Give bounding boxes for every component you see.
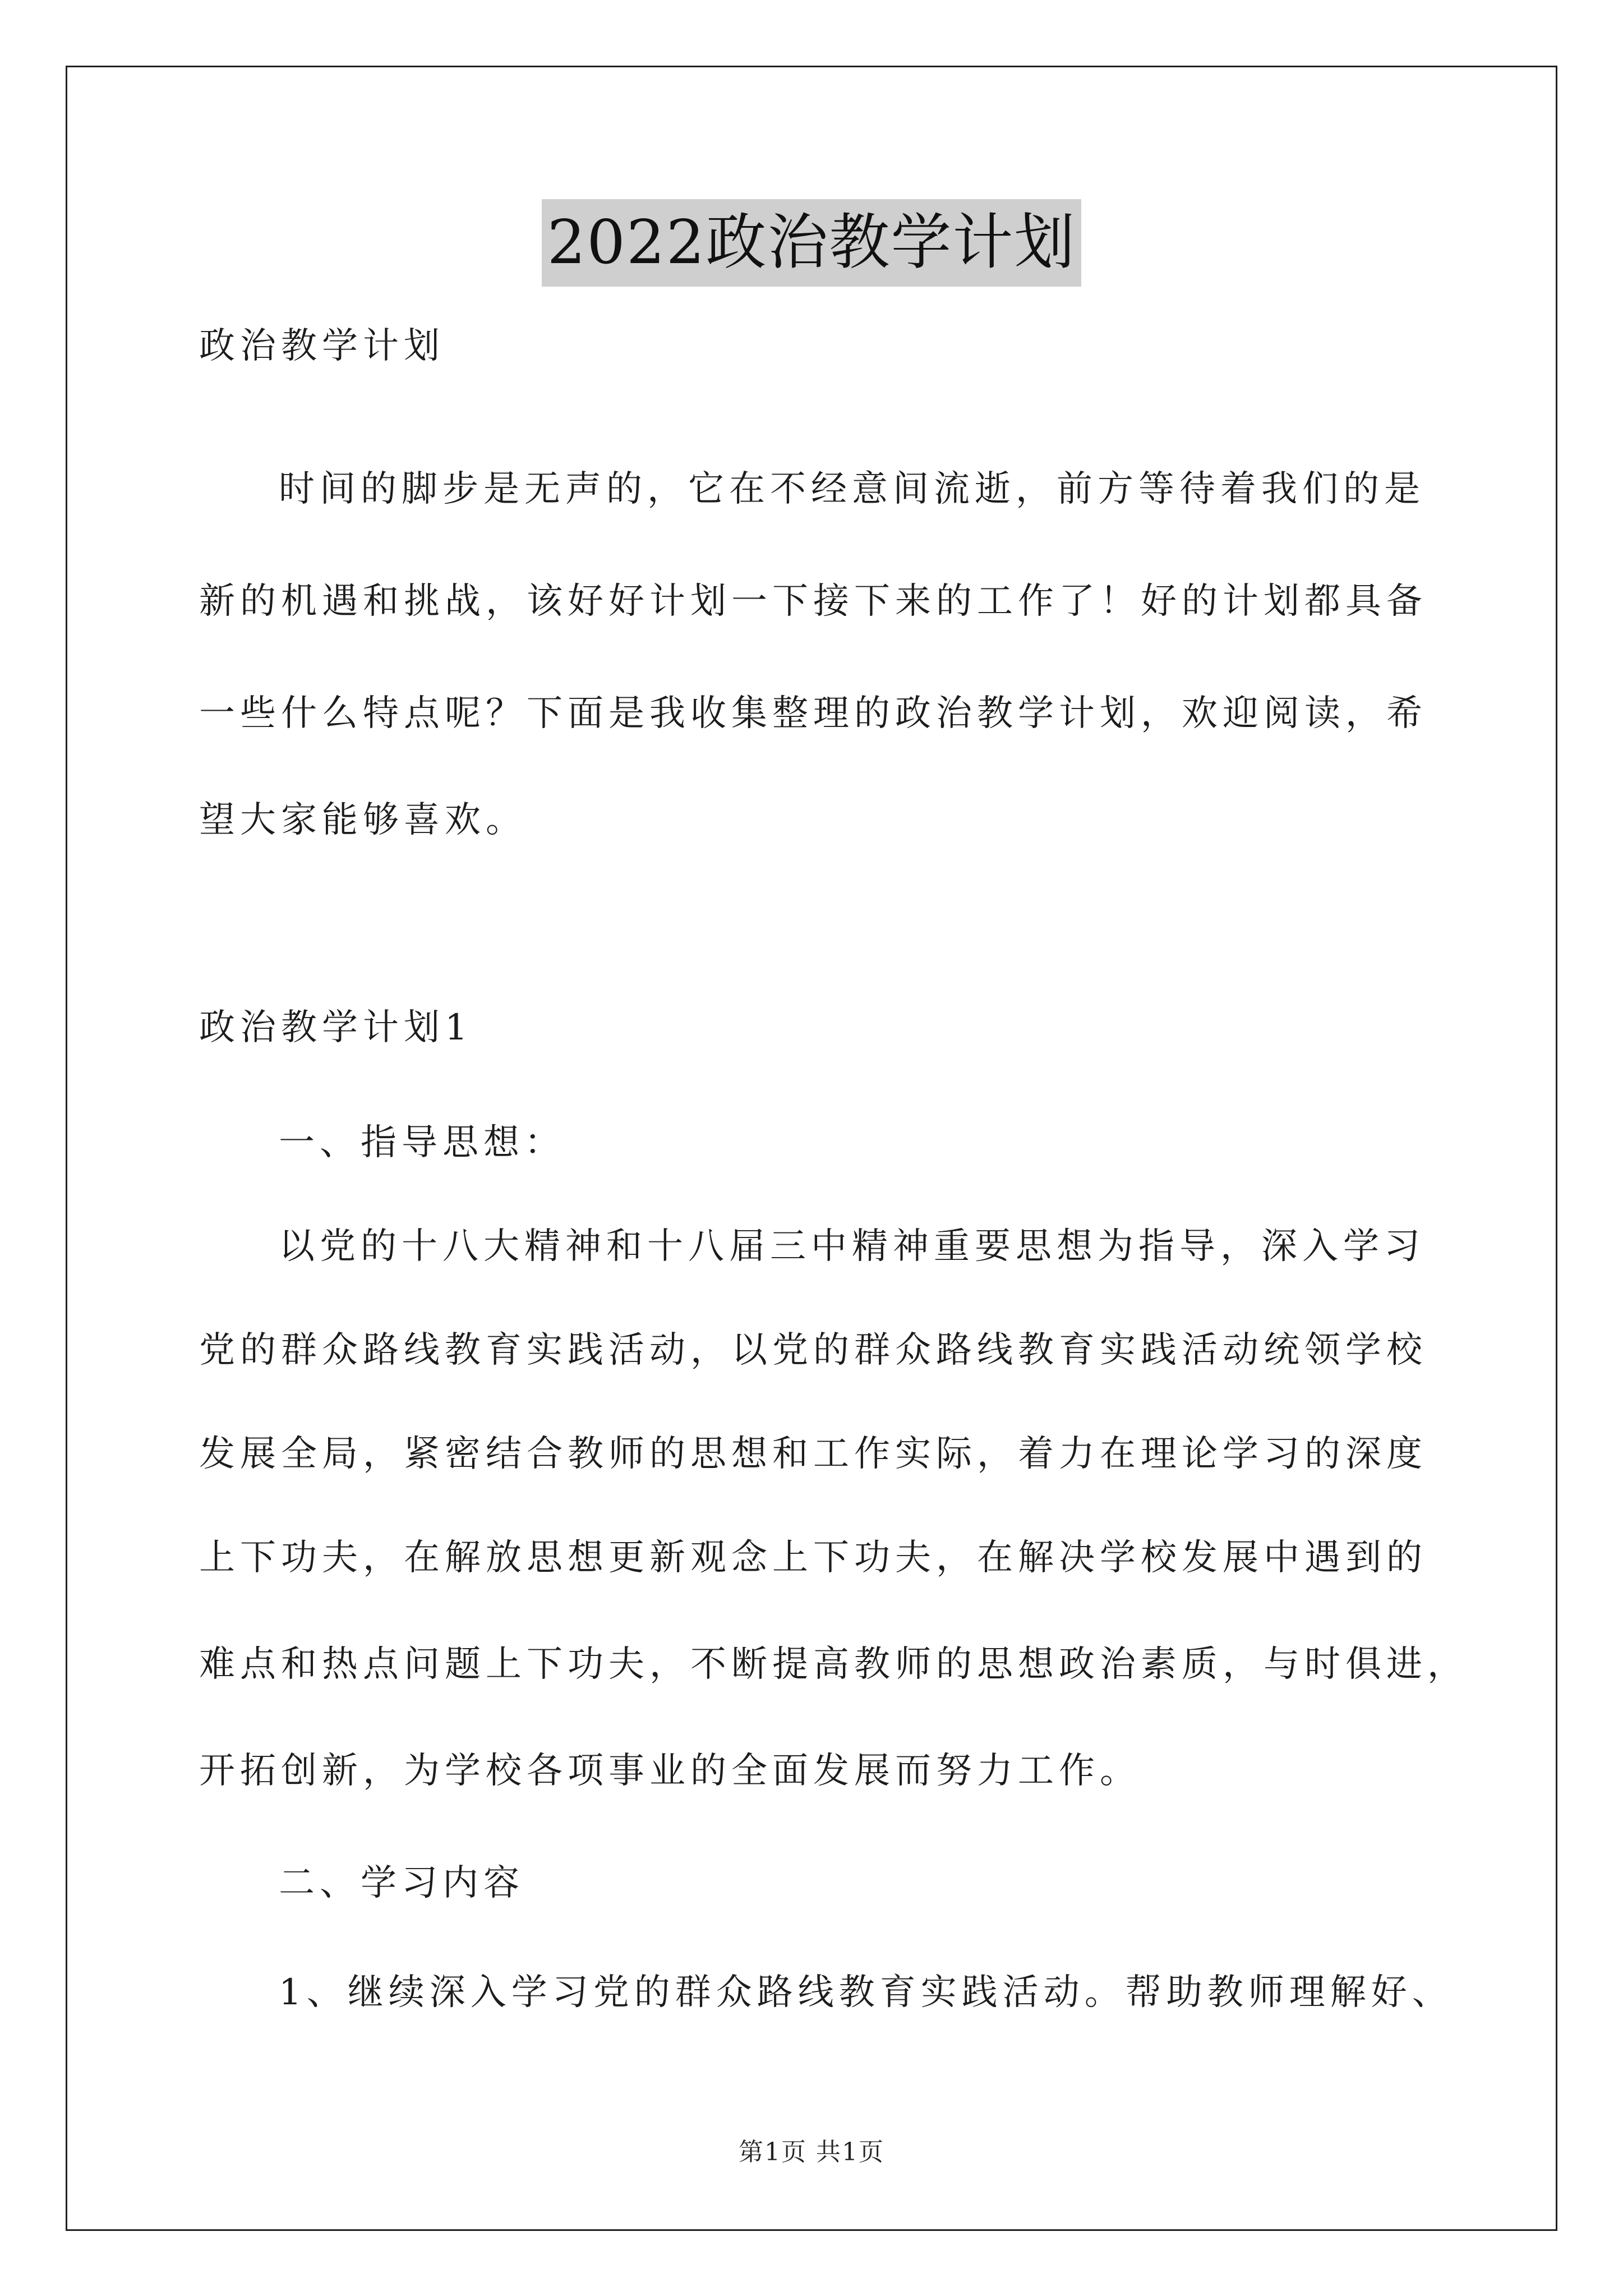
title-container — [0, 199, 1623, 287]
paragraph-line: 1、继续深入学习党的群众路线教育实践活动。帮助教师理解好、 — [279, 1972, 1453, 2013]
paragraph-line: 发展全局，紧密结合教师的思想和工作实际，着力在理论学习的深度 — [199, 1433, 1427, 1475]
part-heading: 一、指导思想： — [279, 1122, 565, 1163]
paragraph-line: 开拓创新，为学校各项事业的全面发展而努力工作。 — [199, 1750, 1141, 1792]
part-heading: 二、学习内容 — [279, 1862, 524, 1904]
main-heading: 政治教学计划 — [199, 325, 445, 367]
page-footer: 第1页 共1页 — [739, 2138, 884, 2166]
document-title: 2022政治教学计划 — [542, 199, 1082, 287]
section-heading: 政治教学计划1 — [199, 1007, 473, 1048]
paragraph-line: 难点和热点问题上下功夫，不断提高教师的思想政治素质，与时俱进， — [199, 1644, 1468, 1685]
paragraph-line: 党的群众路线教育实践活动，以党的群众路线教育实践活动统领学校 — [199, 1329, 1427, 1371]
intro-line: 时间的脚步是无声的，它在不经意间流逝，前方等待着我们的是 — [279, 468, 1425, 510]
paragraph-line: 以党的十八大精神和十八届三中精神重要思想为指导，深入学习 — [279, 1226, 1425, 1267]
intro-line: 一些什么特点呢？下面是我收集整理的政治教学计划，欢迎阅读，希 — [199, 693, 1427, 734]
intro-line: 新的机遇和挑战，该好好计划一下接下来的工作了！好的计划都具备 — [199, 581, 1427, 622]
intro-line: 望大家能够喜欢。 — [199, 799, 527, 841]
paragraph-line: 上下功夫，在解放思想更新观念上下功夫，在解决学校发展中遇到的 — [199, 1537, 1427, 1579]
